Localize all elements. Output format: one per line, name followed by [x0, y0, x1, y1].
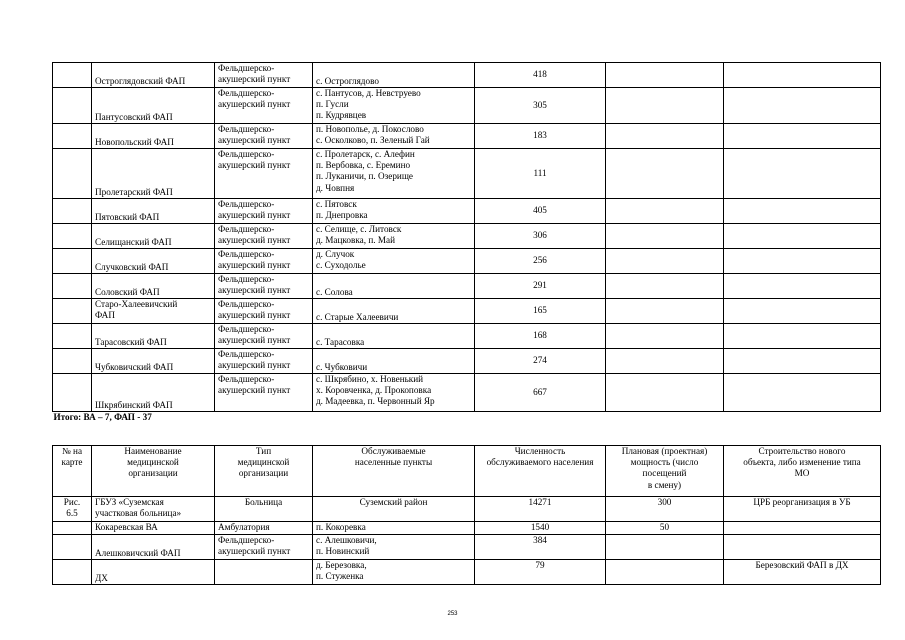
facilities-table-continued	[52, 62, 881, 424]
map-number-cell	[53, 535, 92, 560]
population-cell: 14271	[475, 497, 606, 522]
served-settlements-cell: с. Шкрябино, х. Новенький х. Коровченка, д. Прокоповка д. Мадеевка, п. Червонный Яр	[313, 374, 475, 412]
org-name-cell: Новопольский ФАП	[92, 124, 215, 149]
org-name-cell: Старо-Халеевичский ФАП	[92, 299, 215, 324]
table-row	[53, 249, 881, 274]
population-cell: 418	[475, 63, 606, 88]
org-name-cell: Тарасовский ФАП	[92, 324, 215, 349]
population-cell: 256	[475, 249, 606, 274]
construction-cell	[724, 522, 881, 535]
population-cell: 111	[475, 149, 606, 199]
table-row	[53, 299, 881, 324]
served-settlements-cell: с. Остроглядово	[313, 63, 475, 88]
table-row	[53, 274, 881, 299]
org-name-cell: ГБУЗ «Суземская участковая больница»	[92, 497, 215, 522]
org-name-cell: Пантусовский ФАП	[92, 88, 215, 124]
population-cell: 667	[475, 374, 606, 412]
table-row	[53, 535, 881, 560]
served-settlements-cell: д. Березовка, п. Стуженка	[313, 560, 475, 585]
org-type-cell: Фельдшерско- акушерский пункт	[215, 88, 313, 124]
population-cell: 291	[475, 274, 606, 299]
org-name-cell: Пролетарский ФАП	[92, 149, 215, 199]
table-row	[53, 199, 881, 224]
capacity-cell: 300	[606, 497, 724, 522]
total-summary: Итого: ВА – 7, ФАП - 37	[53, 412, 881, 424]
org-type-cell: Фельдшерско- акушерский пункт	[215, 249, 313, 274]
table-row	[53, 324, 881, 349]
table-row	[53, 63, 881, 88]
header-org-type: Тип медицинской организации	[215, 446, 313, 497]
org-name-cell: Остроглядовский ФАП	[92, 63, 215, 88]
org-type-cell: Фельдшерско- акушерский пункт	[215, 299, 313, 324]
population-cell: 384	[475, 535, 606, 560]
population-cell: 306	[475, 224, 606, 249]
header-map-number: № на карте	[53, 446, 92, 497]
population-cell: 183	[475, 124, 606, 149]
table-row	[53, 224, 881, 249]
capacity-cell	[606, 535, 724, 560]
construction-cell: Березовский ФАП в ДХ	[724, 560, 881, 585]
org-type-cell: Амбулатория	[215, 522, 313, 535]
org-type-cell: Фельдшерско- акушерский пункт	[215, 224, 313, 249]
table-row	[53, 374, 881, 412]
org-type-cell: Фельдшерско- акушерский пункт	[215, 149, 313, 199]
table-row	[53, 497, 881, 522]
header-served-settlements: Обслуживаемые населенные пункты	[313, 446, 475, 497]
served-settlements-cell: п. Новополье, д. Покослово с. Осколково, п. Зеленый Гай	[313, 124, 475, 149]
org-name-cell: Алешковичский ФАП	[92, 535, 215, 560]
population-cell: 1540	[475, 522, 606, 535]
served-settlements-cell: д. Случок с. Суходолье	[313, 249, 475, 274]
total-row	[53, 412, 881, 424]
served-settlements-cell: с. Старые Халеевичи	[313, 299, 475, 324]
table-row	[53, 349, 881, 374]
served-settlements-cell: п. Кокоревка	[313, 522, 475, 535]
table-row	[53, 149, 881, 199]
org-name-cell: Селищанский ФАП	[92, 224, 215, 249]
served-settlements-cell: с. Пролетарск, с. Алефин п. Вербовка, с. Еремино п. Луканичи, п. Озерище д. Човпня	[313, 149, 475, 199]
served-settlements-cell: с. Селище, с. Литовск д. Мацковка, п. Май	[313, 224, 475, 249]
table-row	[53, 560, 881, 585]
table-header-row	[53, 446, 881, 497]
org-name-cell: ДХ	[92, 560, 215, 585]
population-cell: 405	[475, 199, 606, 224]
population-cell: 165	[475, 299, 606, 324]
org-type-cell: Фельдшерско- акушерский пункт	[215, 199, 313, 224]
population-cell: 79	[475, 560, 606, 585]
table-row	[53, 522, 881, 535]
header-construction: Строительство нового объекта, либо изменение типа МО	[724, 446, 881, 497]
org-name-cell: Соловский ФАП	[92, 274, 215, 299]
header-population: Численность обслуживаемого населения	[475, 446, 606, 497]
map-number-cell	[53, 560, 92, 585]
org-type-cell: Фельдшерско- акушерский пункт	[215, 535, 313, 560]
construction-cell: ЦРБ реорганизация в УБ	[724, 497, 881, 522]
served-settlements-cell: с. Алешковичи, п. Новинский	[313, 535, 475, 560]
map-number-cell: Рис. 6.5	[53, 497, 92, 522]
table-row	[53, 88, 881, 124]
served-settlements-cell: с. Чубковичи	[313, 349, 475, 374]
header-org-name: Наименование медицинской организации	[92, 446, 215, 497]
served-settlements-cell: с. Солова	[313, 274, 475, 299]
org-type-cell: Фельдшерско- акушерский пункт	[215, 349, 313, 374]
org-type-cell: Фельдшерско- акушерский пункт	[215, 324, 313, 349]
capacity-cell	[606, 560, 724, 585]
population-cell: 168	[475, 324, 606, 349]
org-name-cell: Шкрябинский ФАП	[92, 374, 215, 412]
org-type-cell: Фельдшерско- акушерский пункт	[215, 124, 313, 149]
org-type-cell: Фельдшерско- акушерский пункт	[215, 63, 313, 88]
map-number-cell	[53, 522, 92, 535]
population-cell: 274	[475, 349, 606, 374]
org-type-cell	[215, 560, 313, 585]
org-type-cell: Больница	[215, 497, 313, 522]
facilities-table	[52, 445, 881, 585]
header-capacity: Плановая (проектная) мощность (число посещений в смену)	[606, 446, 724, 497]
org-name-cell: Пятовский ФАП	[92, 199, 215, 224]
served-settlements-cell: с. Пантусов, д. Невструево п. Гусли п. Кудрявцев	[313, 88, 475, 124]
org-name-cell: Кокаревская ВА	[92, 522, 215, 535]
population-cell: 305	[475, 88, 606, 124]
table-row	[53, 124, 881, 149]
org-name-cell: Чубковичский ФАП	[92, 349, 215, 374]
served-settlements-cell: Суземский район	[313, 497, 475, 522]
org-type-cell: Фельдшерско- акушерский пункт	[215, 374, 313, 412]
capacity-cell: 50	[606, 522, 724, 535]
page-number: 253	[447, 611, 458, 617]
org-name-cell: Случковский ФАП	[92, 249, 215, 274]
org-type-cell: Фельдшерско- акушерский пункт	[215, 274, 313, 299]
construction-cell	[724, 535, 881, 560]
served-settlements-cell: с. Тарасовка	[313, 324, 475, 349]
served-settlements-cell: с. Пятовск п. Днепровка	[313, 199, 475, 224]
